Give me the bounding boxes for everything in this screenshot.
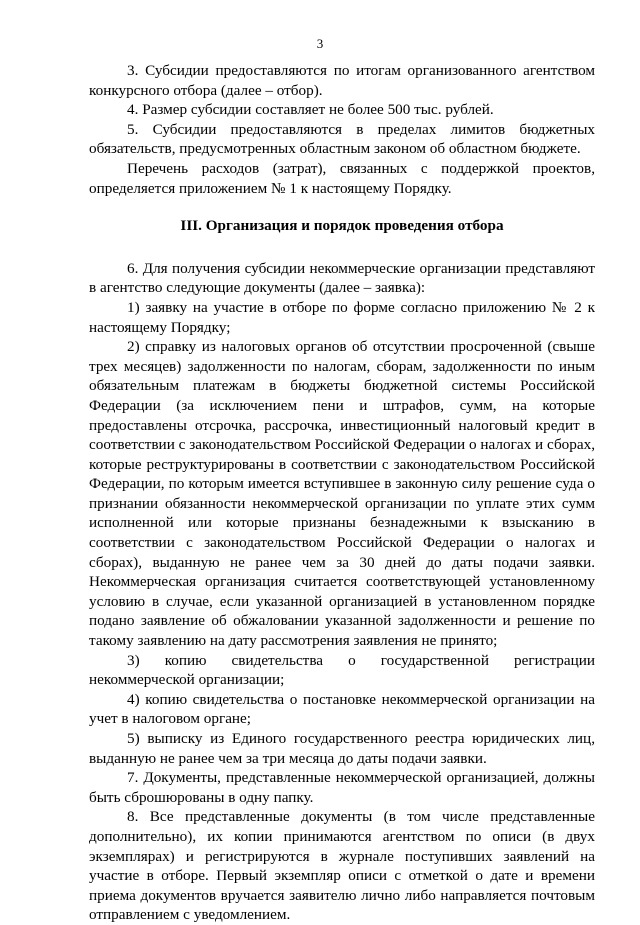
paragraph-item-6: 6. Для получения субсидии некоммерческие организации представляют в агентство следующие документы (далее – заявка): [89, 259, 595, 297]
document-body [89, 61, 595, 925]
paragraph-item-5: 5. Субсидии предоставляются в пределах лимитов бюджетных обязательств, предусмотренных областным законом об областном бюджете. [89, 120, 595, 158]
paragraph-item-4: 4. Размер субсидии составляет не более 500 тыс. рублей. [127, 101, 494, 119]
section-heading: III. Организация и порядок проведения отбора [180, 217, 504, 235]
paragraph-item-8: 8. Все представленные документы (в том числе представленные дополнительно), их копии принимаются агентством по описи (в двух экземплярах) и регистрируются в журнале поступивших заявлений на участие в отборе. Первый экземпляр описи с отметкой о дате и времени приема документов вручается заявителю лично либо направляется почтовым отправлением с уведомлением. [89, 808, 595, 924]
page-number: 3 [316, 36, 324, 51]
paragraph-item-3: 3. Субсидии предоставляются по итогам организованного агентством конкурсного отбора (далее – отбор). [89, 62, 595, 99]
paragraph-subitem-5: 5) выписку из Единого государственного реестра юридических лиц, выданную не ранее чем за три месяца до даты подачи заявки. [89, 730, 595, 767]
paragraph-subitem-2: 2) справку из налоговых органов об отсутствии просроченной (свыше трех месяцев) задолженности по налогам, сборам, задолженности по иным обязательным платежам в бюджеты бюджетной системы Российской Федерации (за исключением пени и штрафов, сумм, на которые предоставлены отсрочка, рассрочка, инвестиционный налоговый кредит в соответствии с законодательством Российской Федерации о налогах и сборах, которые реструктурированы в соответствии с законодательством Российской Федерации, по которым имеется вступившее в законную силу решение суда о признании обязанности некоммерческой организации по уплате этих сумм исполненной или которые признаны безнадежными к взысканию в соответствии с законодательством Российской Федерации о налогах и сборах), выданную не ранее чем за 30 дней до даты подачи заявки. Некоммерческая организация считается соответствующей установленному условию в случае, если указанной организацией в установленном порядке подано заявление об обжаловании указанной задолженности и решение по такому заявлению на дату рассмотрения заявления не принято; [89, 338, 595, 650]
paragraph-subitem-3: 3) копию свидетельства о государственной регистрации некоммерческой организации; [89, 651, 595, 689]
paragraph-subitem-4: 4) копию свидетельства о постановке некоммерческой организации на учет в налоговом органе; [89, 690, 595, 728]
paragraph-expenses-list: Перечень расходов (затрат), связанных с поддержкой проектов, определяется приложением № 1 к настоящему Порядку. [89, 159, 595, 197]
paragraph-subitem-1: 1) заявку на участие в отборе по форме согласно приложению № 2 к настоящему Порядку; [89, 298, 595, 336]
paragraph-item-7: 7. Документы, представленные некоммерческой организацией, должны быть сброшюрованы в одну папку. [89, 769, 595, 806]
